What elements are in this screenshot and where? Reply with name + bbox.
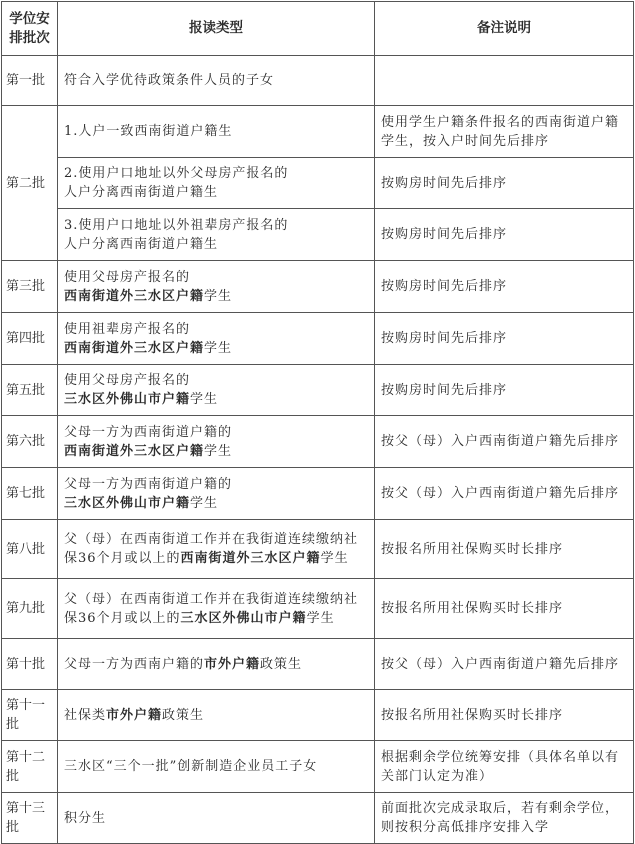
note-cell: 使用学生户籍条件报名的西南街道户籍学生，按入户时间先后排序 xyxy=(375,106,634,158)
table-row xyxy=(2,579,634,639)
type-line: 父母一方为西南街道户籍的 xyxy=(64,424,233,440)
type-suffix: 学生 xyxy=(306,610,335,626)
batch-cell: 第二批 xyxy=(2,106,58,261)
type-cell: 1.人户一致西南街道户籍生 xyxy=(58,106,375,158)
table-header-row xyxy=(2,2,634,56)
type-emphasis: 市外户籍 xyxy=(106,707,163,723)
table-row xyxy=(2,468,634,520)
type-suffix: 学生 xyxy=(190,495,219,511)
batch-cell: 第十三批 xyxy=(2,793,58,844)
type-suffix: 政策生 xyxy=(162,707,205,723)
type-cell xyxy=(58,639,375,690)
table-row xyxy=(2,520,634,579)
type-cell: 三水区“三个一批”创新制造企业员工子女 xyxy=(58,741,375,793)
type-line: 父（母）在西南街道工作并在我街道连续缴纳社保36个月或以上的 xyxy=(64,591,359,626)
type-line: 使用父母房产报名的 xyxy=(64,373,191,388)
note-cell: 按购房时间先后排序 xyxy=(375,209,634,261)
type-cell xyxy=(58,261,375,313)
type-line: 使用祖辈房产报名的 xyxy=(64,321,191,337)
note-cell: 按报名所用社保购买时长排序 xyxy=(375,520,634,579)
type-suffix: 学生 xyxy=(204,443,233,459)
table-row xyxy=(2,158,634,209)
type-suffix: 学生 xyxy=(204,288,233,304)
type-cell: 符合入学优待政策条件人员的子女 xyxy=(58,56,375,106)
note-cell: 按报名所用社保购买时长排序 xyxy=(375,690,634,741)
type-line: 使用父母房产报名的 xyxy=(64,269,191,285)
batch-cell: 第三批 xyxy=(2,261,58,313)
note-cell: 按购房时间先后排序 xyxy=(375,313,634,365)
type-line: 社保类 xyxy=(64,707,107,723)
type-cell xyxy=(58,690,375,741)
header-note: 备注说明 xyxy=(375,2,634,56)
batch-cell: 第十二批 xyxy=(2,741,58,793)
note-cell: 按父（母）入户西南街道户籍先后排序 xyxy=(375,416,634,468)
type-line: 人户分离西南街道户籍生 xyxy=(64,185,219,200)
note-cell: 按购房时间先后排序 xyxy=(375,365,634,416)
table-row xyxy=(2,690,634,741)
batch-cell: 第八批 xyxy=(2,520,58,579)
table-row xyxy=(2,261,634,313)
batch-cell: 第十批 xyxy=(2,639,58,690)
batch-cell: 第九批 xyxy=(2,579,58,639)
type-cell xyxy=(58,468,375,520)
type-emphasis: 三水区外佛山市户籍 xyxy=(64,392,191,407)
type-cell xyxy=(58,158,375,209)
batch-cell: 第十一批 xyxy=(2,690,58,741)
type-line: 父母一方为西南户籍的 xyxy=(64,656,205,672)
type-suffix: 学生 xyxy=(190,392,219,407)
type-emphasis: 西南街道外三水区户籍 xyxy=(64,288,205,304)
type-suffix: 学生 xyxy=(204,340,233,356)
type-emphasis: 三水区外佛山市户籍 xyxy=(64,495,191,511)
note-cell: 按父（母）入户西南街道户籍先后排序 xyxy=(375,468,634,520)
batch-cell: 第五批 xyxy=(2,365,58,416)
type-emphasis: 西南街道外三水区户籍 xyxy=(180,551,321,566)
header-type: 报读类型 xyxy=(58,2,375,56)
type-emphasis: 三水区外佛山市户籍 xyxy=(180,610,307,626)
type-line: 父母一方为西南街道户籍的 xyxy=(64,476,233,492)
table-row xyxy=(2,365,634,416)
type-emphasis: 市外户籍 xyxy=(204,656,261,672)
batch-cell: 第七批 xyxy=(2,468,58,520)
type-cell xyxy=(58,416,375,468)
note-cell: 按父（母）入户西南街道户籍先后排序 xyxy=(375,639,634,690)
type-cell: 积分生 xyxy=(58,793,375,844)
note-cell: 按购房时间先后排序 xyxy=(375,158,634,209)
table-row xyxy=(2,106,634,158)
admission-batch-table xyxy=(1,1,634,844)
note-cell xyxy=(375,56,634,106)
type-suffix: 政策生 xyxy=(260,656,303,672)
table-row xyxy=(2,741,634,793)
batch-cell: 第六批 xyxy=(2,416,58,468)
type-emphasis: 西南街道外三水区户籍 xyxy=(64,340,205,356)
table-row xyxy=(2,639,634,690)
batch-cell: 第四批 xyxy=(2,313,58,365)
table-row xyxy=(2,416,634,468)
type-emphasis: 西南街道外三水区户籍 xyxy=(64,443,205,459)
type-line: 人户分离西南街道户籍生 xyxy=(64,236,219,252)
type-line: 2.使用户口地址以外父母房产报名的 xyxy=(64,166,289,181)
type-cell xyxy=(58,365,375,416)
note-cell: 前面批次完成录取后，若有剩余学位，则按积分高低排序安排入学 xyxy=(375,793,634,844)
type-line: 父（母）在西南街道工作并在我街道连续缴纳社保36个月或以上的 xyxy=(64,532,359,566)
type-cell xyxy=(58,579,375,639)
table-row xyxy=(2,56,634,106)
note-cell: 根据剩余学位统筹安排（具体名单以有关部门认定为准） xyxy=(375,741,634,793)
table-row xyxy=(2,313,634,365)
table-row xyxy=(2,209,634,261)
type-cell xyxy=(58,209,375,261)
header-batch: 学位安排批次 xyxy=(2,2,58,56)
note-cell: 按报名所用社保购买时长排序 xyxy=(375,579,634,639)
type-line: 3.使用户口地址以外祖辈房产报名的 xyxy=(64,217,289,233)
table-row xyxy=(2,793,634,844)
type-cell xyxy=(58,520,375,579)
type-cell xyxy=(58,313,375,365)
batch-cell: 第一批 xyxy=(2,56,58,106)
note-cell: 按购房时间先后排序 xyxy=(375,261,634,313)
type-suffix: 学生 xyxy=(320,551,349,566)
